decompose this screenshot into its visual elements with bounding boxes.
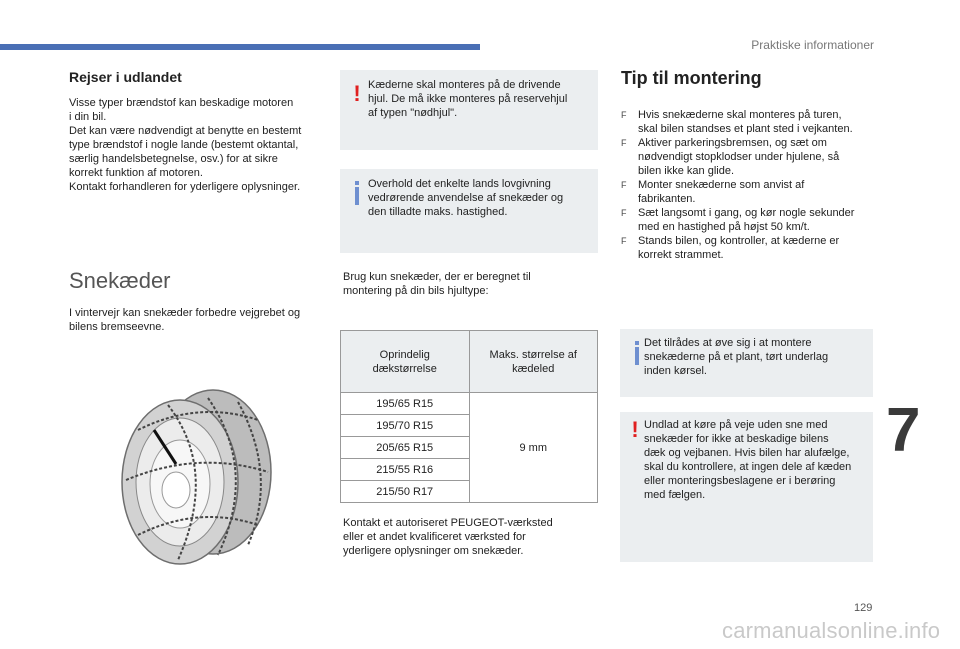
warning-icon: ! <box>631 417 639 442</box>
chain-usage-intro: Brug kun snekæder, der er beregnet til montering på din bils hjultype: <box>343 271 531 297</box>
snow-chain-wheel-illustration <box>108 380 278 570</box>
list-item: F Sæt langsomt i gang, og kør nogle sekunder med en hastighed på højst 50 km/t. <box>621 207 855 233</box>
legislation-info-text: Overhold det enkelte lands lovgivning vedrørende anvendelse af snekæder og den tilladte maks. hastighed. <box>368 178 564 218</box>
site-watermark: carmanualsonline.info <box>722 618 941 643</box>
bullet-marker: F <box>621 180 627 190</box>
tyre-size-cell: 195/70 R15 <box>341 415 470 437</box>
tyre-size-cell: 215/50 R17 <box>341 481 470 503</box>
tyre-size-cell: 195/65 R15 <box>341 393 470 415</box>
drive-wheels-warning-text: Kæderne skal monteres på de drivende hjul. De må ikke monteres på reservehjul af typen "nødhjul". <box>368 79 568 119</box>
snow-chains-intro: I vintervejr kan snekæder forbedre vejgrebet og bilens bremseevne. <box>69 307 301 333</box>
chain-size-table <box>340 330 598 503</box>
section-title: Praktiske informationer <box>751 38 874 52</box>
list-item: F Monter snekæderne som anvist af fabrikanten. <box>621 179 805 205</box>
snow-chains-heading: Snekæder <box>69 268 171 293</box>
alloy-rim-warning <box>620 412 873 562</box>
header-accent-bar <box>0 44 480 50</box>
fitting-tips-heading: Tip til montering <box>621 68 762 88</box>
bullet-marker: F <box>621 138 627 148</box>
tyre-size-cell: 205/65 R15 <box>341 437 470 459</box>
practice-info-text: Det tilrådes at øve sig i at montere snekæderne på et plant, tørt underlag inden kørsel. <box>644 337 829 377</box>
tyre-size-cell: 215/55 R16 <box>341 459 470 481</box>
chapter-number: 7 <box>886 396 921 465</box>
table-header-row <box>341 331 598 393</box>
bullet-marker: F <box>621 236 627 246</box>
column-header-link-size: Maks. størrelse af kædeled <box>469 331 598 393</box>
workshop-contact-text: Kontakt et autoriseret PEUGEOT-værksted eller et andet kvalificeret værksted for yderligere oplysninger om snekæder. <box>343 517 553 557</box>
list-item: F Hvis snekæderne skal monteres på turen, skal bilen standses et plant sted i vejkanten. <box>621 109 853 135</box>
table-row <box>341 393 598 415</box>
info-icon <box>352 181 362 205</box>
bullet-marker: F <box>621 208 627 218</box>
legislation-info <box>340 169 598 253</box>
max-link-size-cell: 9 mm <box>469 393 598 503</box>
practice-info <box>620 329 873 397</box>
drive-wheels-warning <box>340 70 598 150</box>
travel-abroad-text: Visse typer brændstof kan beskadige motoren i din bil. Det kan være nødvendigt at benytte en bestemt type brændstof i nogle lande (bestemt oktantal, særlig handelsbetegnelse, osv.) for at sikre korrekt funktion af motoren. Kontakt forhandleren for yderligere oplysninger. <box>69 97 302 193</box>
column-header-tyre-size: Oprindelig dækstørrelse <box>341 331 470 393</box>
bullet-marker: F <box>621 110 627 120</box>
list-item: F Aktiver parkeringsbremsen, og sæt om nødvendigt stopklodser under hjulene, så bilen ikke kan glide. <box>621 137 840 177</box>
alloy-rim-warning-text: Undlad at køre på veje uden sne med snekæder for ikke at beskadige bilens dæk og vejbanen. Hvis bilen har alufælge, skal du kontrollere, at ingen dele af kæden eller monteringsbeslagene er i berøring med fælgen. <box>644 419 852 501</box>
warning-icon: ! <box>353 81 361 106</box>
page-number: 129 <box>854 602 873 614</box>
list-item: F Stands bilen, og kontroller, at kæderne er korrekt strammet. <box>621 235 840 261</box>
fitting-tips-list <box>621 108 876 262</box>
info-icon <box>632 341 642 365</box>
travel-abroad-heading: Rejser i udlandet <box>69 69 182 85</box>
